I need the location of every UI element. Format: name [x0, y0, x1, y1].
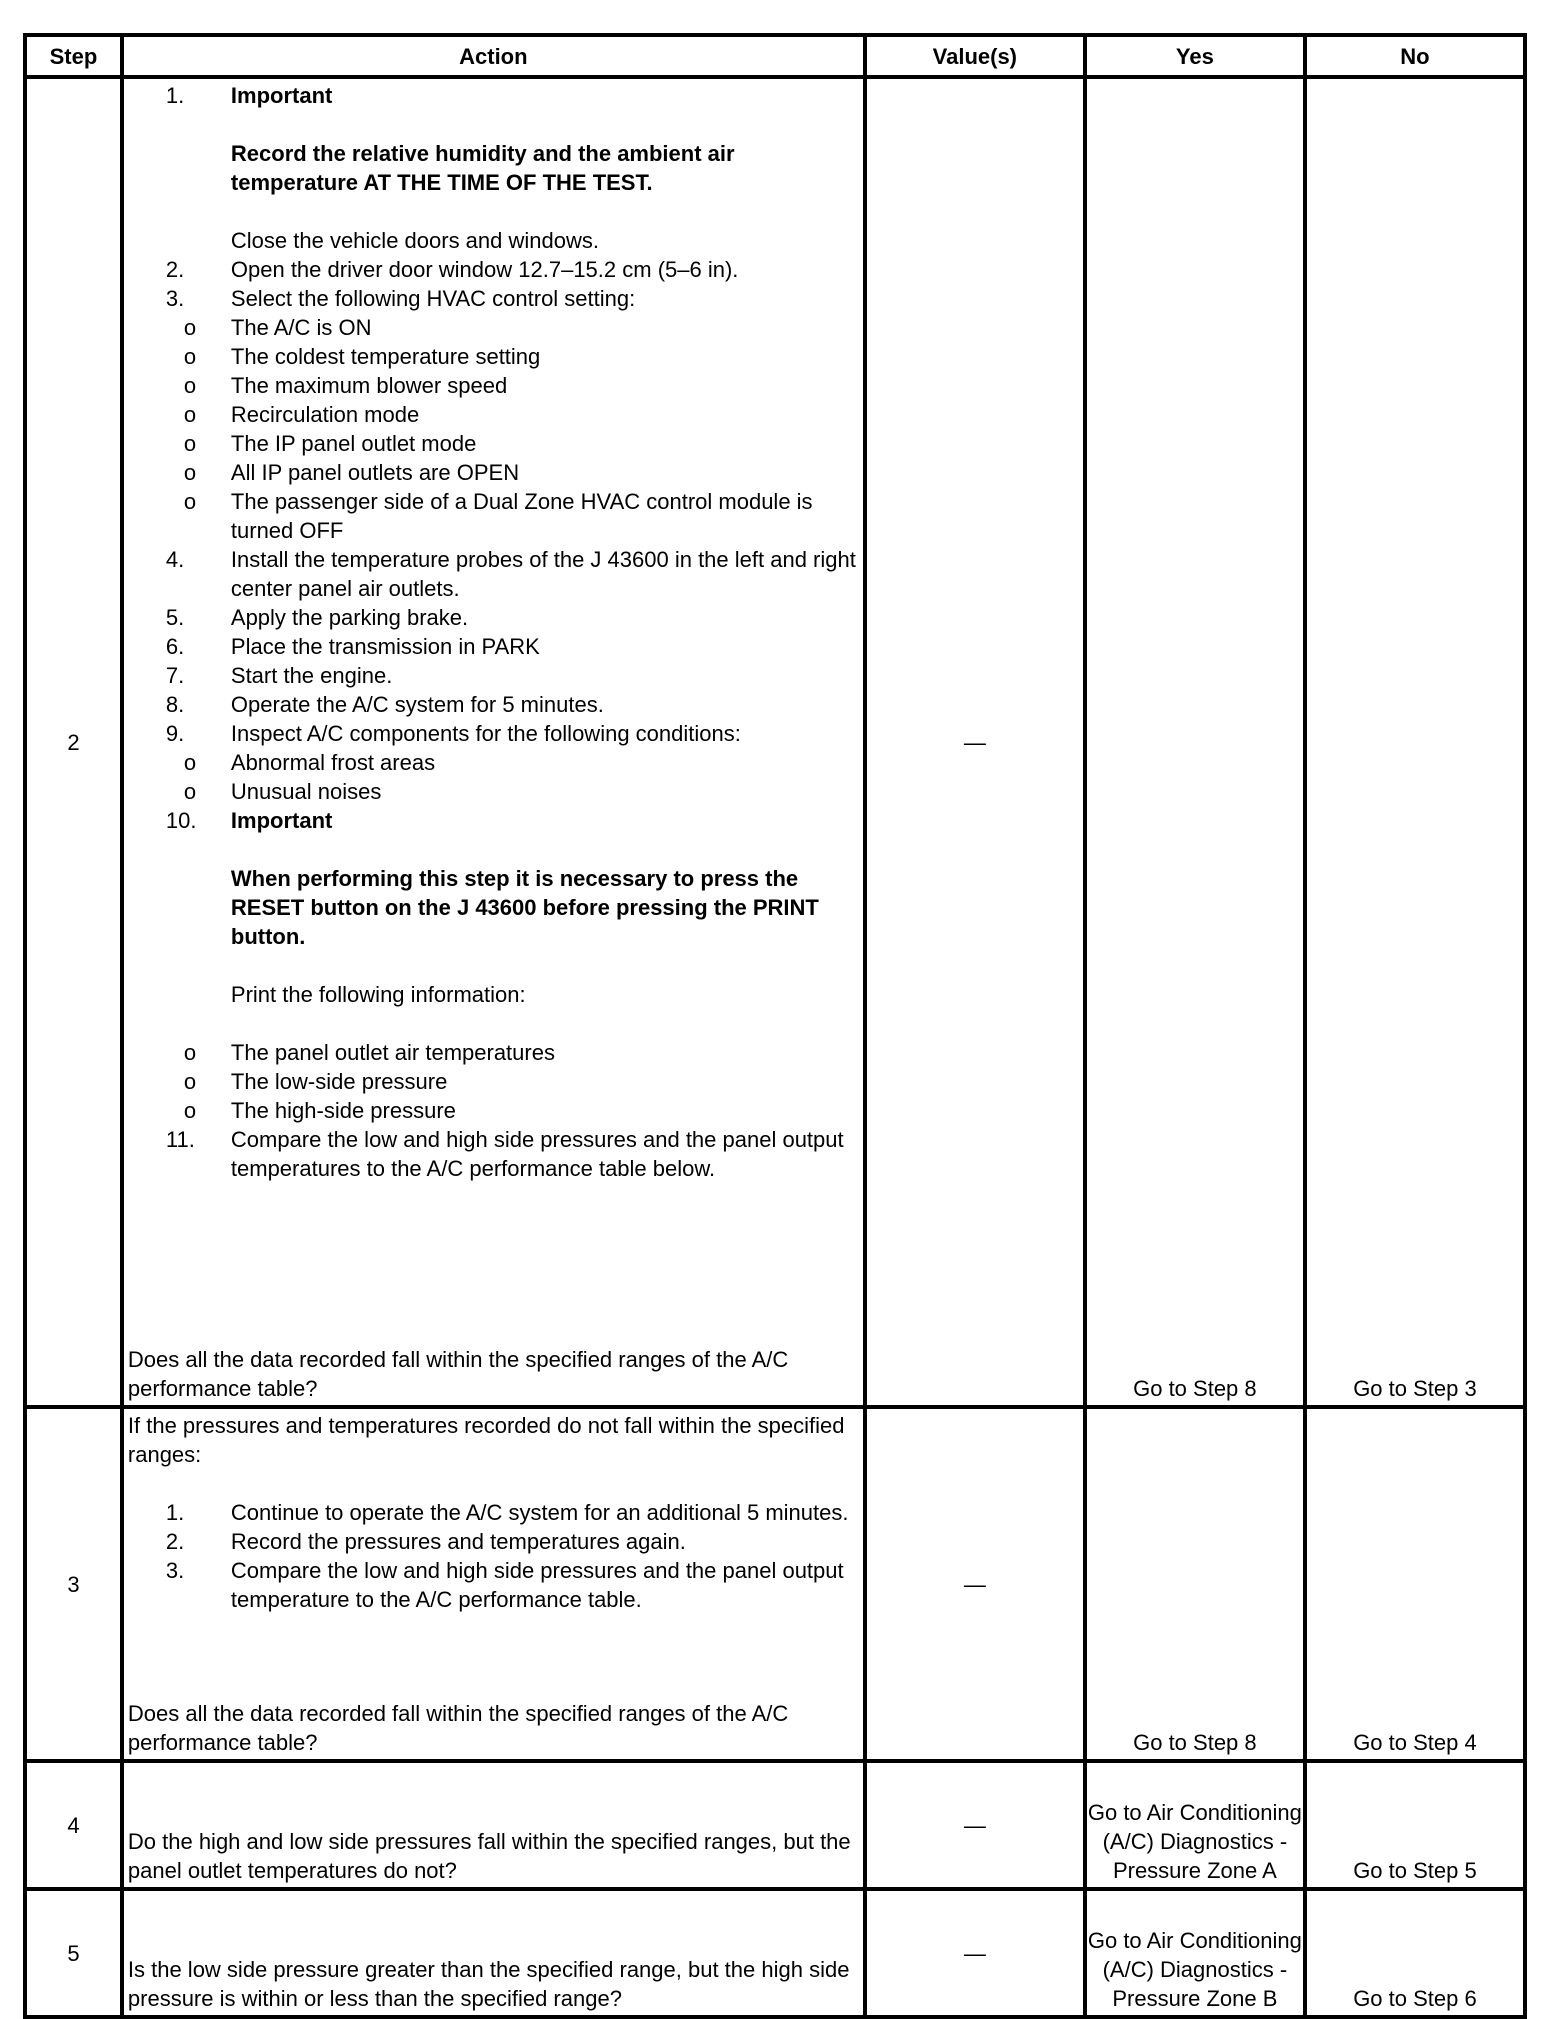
- bullet-item: o All IP panel outlets are OPEN: [231, 458, 859, 487]
- important-note: When performing this step it is necessary to press the RESET button on the J 43600 before pressing the PRINT button.: [230, 866, 819, 949]
- yes-result: Go to Step 8: [1085, 77, 1305, 1407]
- bullet-list: [128, 313, 859, 545]
- step-item-number: 5.: [165, 605, 185, 630]
- step-item-number: 1.: [165, 83, 185, 108]
- step-item-number: 2.: [165, 1529, 185, 1554]
- action-question: Do the high and low side pressures fall within the specified ranges, but the panel outlet temperatures do not?: [127, 1829, 851, 1883]
- step-item-number: 6.: [165, 634, 185, 659]
- action-content: [124, 1409, 863, 1759]
- step-item-number: 3.: [165, 1558, 185, 1583]
- action-question: Does all the data recorded fall within the specified ranges of the A/C performance table?: [127, 1701, 789, 1755]
- step-item-number: 4.: [165, 547, 185, 572]
- header-values: Value(s): [865, 35, 1085, 77]
- action-cell: [122, 1761, 865, 1889]
- action-cell: [122, 1407, 865, 1761]
- step-item-text: Start the engine.: [230, 663, 393, 688]
- step-number: 4: [25, 1761, 122, 1889]
- yes-result: Go to Air Conditioning (A/C) Diagnostics - Pressure Zone A: [1085, 1761, 1305, 1889]
- action-step-item: [128, 545, 859, 603]
- header-no: No: [1305, 35, 1525, 77]
- no-result: Go to Step 4: [1305, 1407, 1525, 1761]
- step-item-number: 8.: [165, 692, 185, 717]
- action-step-item: [128, 603, 859, 632]
- step-item-number: 10.: [165, 808, 197, 833]
- bullet-item: o The IP panel outlet mode: [231, 429, 859, 458]
- table-row: [25, 1889, 1525, 2017]
- header-action: Action: [122, 35, 865, 77]
- step-item-number: 11.: [165, 1127, 195, 1152]
- action-cell: [122, 1889, 865, 2017]
- step-item-text: Close the vehicle doors and windows.: [230, 228, 599, 253]
- important-note: Record the relative humidity and the ambient air temperature AT THE TIME OF THE TEST.: [230, 141, 735, 195]
- step-item-text: Apply the parking brake.: [230, 605, 469, 630]
- action-step-item: [128, 255, 859, 284]
- value-cell: —: [865, 1889, 1085, 2017]
- step-item-text: Continue to operate the A/C system for an additional 5 minutes.: [230, 1500, 849, 1525]
- bullet-item: o The passenger side of a Dual Zone HVAC control module is turned OFF: [231, 487, 859, 545]
- bullet-item: o The coldest temperature setting: [231, 342, 859, 371]
- step-item-text: Compare the low and high side pressures and the panel output temperature to the A/C performance table.: [230, 1558, 844, 1612]
- action-step-item: [128, 1125, 859, 1183]
- action-content: [124, 1763, 863, 1887]
- action-step-item: [128, 806, 859, 1009]
- action-content: [124, 79, 863, 1405]
- action-step-item: [128, 284, 859, 313]
- step-item-number: 9.: [165, 721, 185, 746]
- bullet-list: [128, 748, 859, 806]
- step-item-text: Compare the low and high side pressures and the panel output temperatures to the A/C performance table below.: [230, 1127, 844, 1181]
- step-item-number: 1.: [165, 1500, 185, 1525]
- bullet-list: [128, 1038, 859, 1125]
- action-question: Is the low side pressure greater than the specified range, but the high side pressure is within or less than the specified range?: [127, 1957, 850, 2011]
- diagnostic-table: [23, 33, 1527, 2019]
- action-step-item: [128, 632, 859, 661]
- step-number: 2: [25, 77, 122, 1407]
- table-row: [25, 1761, 1525, 1889]
- action-step-item: [128, 1556, 859, 1614]
- step-item-number: 7.: [165, 663, 185, 688]
- action-step-item: [128, 1498, 859, 1527]
- action-steps: [128, 81, 859, 1183]
- header-step: Step: [25, 35, 122, 77]
- action-intro: If the pressures and temperatures recorded do not fall within the specified ranges:: [127, 1413, 845, 1467]
- action-step-item: [128, 661, 859, 690]
- value-cell: —: [865, 1407, 1085, 1761]
- bullet-item: o The A/C is ON: [231, 313, 859, 342]
- action-steps: [128, 1411, 859, 1614]
- table-row: [25, 1407, 1525, 1761]
- header-yes: Yes: [1085, 35, 1305, 77]
- action-step-item: [128, 690, 859, 719]
- table-row: [25, 77, 1525, 1407]
- value-cell: —: [865, 77, 1085, 1407]
- bullet-item: o Recirculation mode: [231, 400, 859, 429]
- important-label: Important: [230, 808, 333, 833]
- action-step-item: [128, 719, 859, 748]
- bullet-item: o The panel outlet air temperatures: [231, 1038, 859, 1067]
- value-cell: —: [865, 1761, 1085, 1889]
- action-content: [124, 1891, 863, 2015]
- step-item-number: 2.: [165, 257, 185, 282]
- bullet-item: o Abnormal frost areas: [231, 748, 859, 777]
- yes-result: Go to Step 8: [1085, 1407, 1305, 1761]
- bullet-item: o The high-side pressure: [231, 1096, 859, 1125]
- step-item-text: Install the temperature probes of the J 43600 in the left and right center panel air outlets.: [230, 547, 856, 601]
- bullet-item: o Unusual noises: [231, 777, 859, 806]
- header-row: [25, 35, 1525, 77]
- step-item-text: Open the driver door window 12.7–15.2 cm (5–6 in).: [230, 257, 739, 282]
- step-number: 5: [25, 1889, 122, 2017]
- bullet-item: o The maximum blower speed: [231, 371, 859, 400]
- yes-result: Go to Air Conditioning (A/C) Diagnostics - Pressure Zone B: [1085, 1889, 1305, 2017]
- step-item-text: Inspect A/C components for the following conditions:: [230, 721, 741, 746]
- bullet-item: o The low-side pressure: [231, 1067, 859, 1096]
- step-item-text: Place the transmission in PARK: [230, 634, 540, 659]
- no-result: Go to Step 3: [1305, 77, 1525, 1407]
- action-step-item: [128, 81, 859, 255]
- action-cell: [122, 77, 865, 1407]
- no-result: Go to Step 6: [1305, 1889, 1525, 2017]
- action-question: Does all the data recorded fall within the specified ranges of the A/C performance table?: [127, 1347, 789, 1401]
- step-item-number: 3.: [165, 286, 185, 311]
- step-item-text: Operate the A/C system for 5 minutes.: [230, 692, 604, 717]
- step-item-text: Record the pressures and temperatures again.: [230, 1529, 686, 1554]
- step-item-text: Print the following information:: [230, 982, 526, 1007]
- step-item-text: Select the following HVAC control setting:: [230, 286, 636, 311]
- no-result: Go to Step 5: [1305, 1761, 1525, 1889]
- action-step-item: [128, 1527, 859, 1556]
- important-label: Important: [230, 83, 333, 108]
- step-number: 3: [25, 1407, 122, 1761]
